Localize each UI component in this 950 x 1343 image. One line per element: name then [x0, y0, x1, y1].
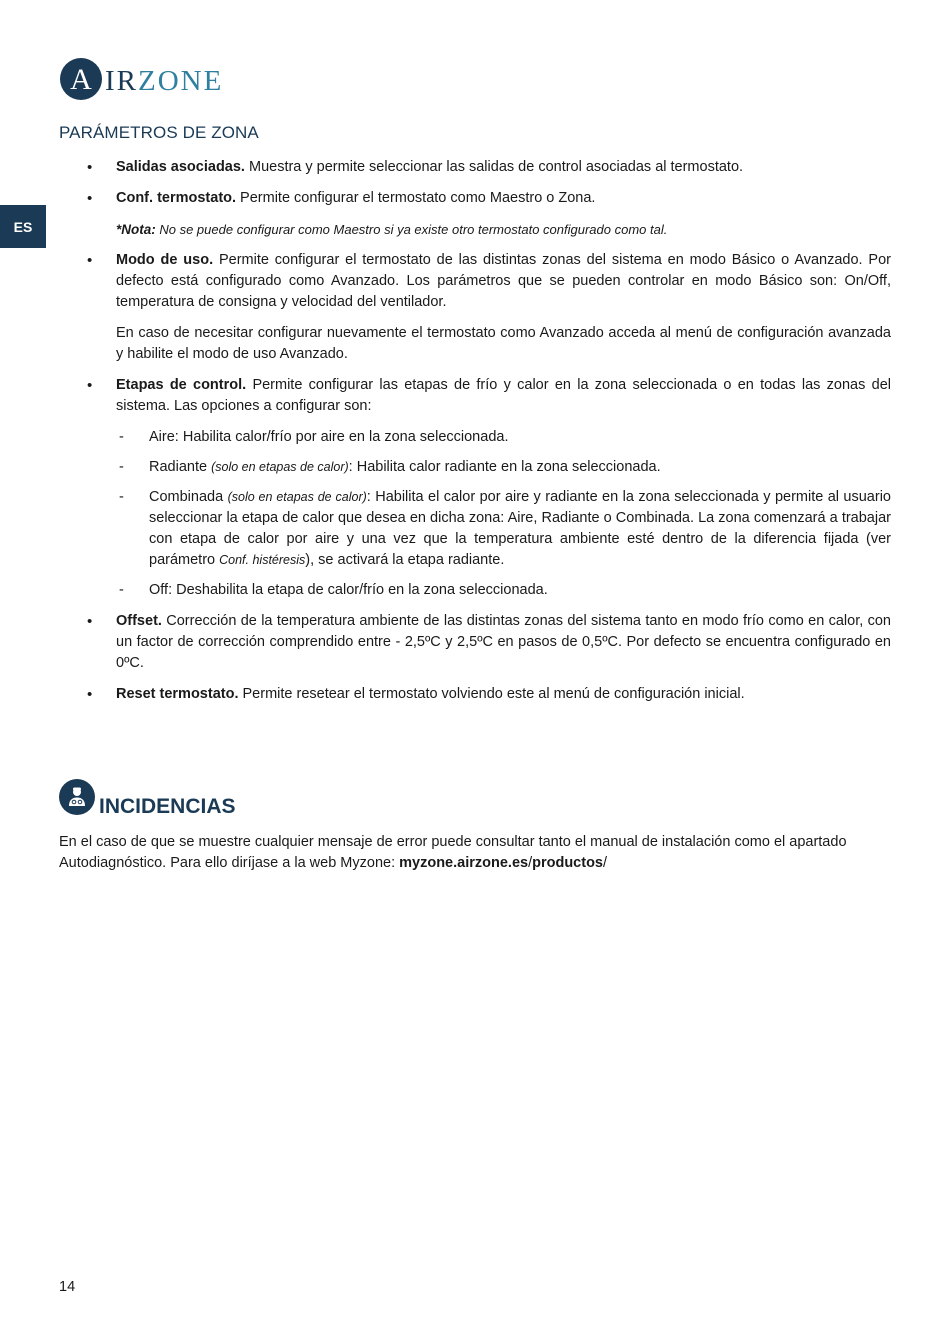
incidencias-text: [59, 832, 891, 874]
link-slash-end: /: [603, 855, 608, 871]
incidencias-header: [59, 779, 236, 818]
airzone-logo: [60, 57, 223, 101]
logo-text-light: ZONE: [138, 64, 224, 97]
list-item-reset: [59, 684, 891, 705]
option-combinada-note: (solo en etapas de calor): [227, 490, 367, 504]
option-combinada-param: Conf. histéresis: [219, 553, 306, 567]
term-etapas: Etapas de control.: [116, 377, 247, 393]
list-item-modo: [59, 250, 891, 365]
option-aire-text: Aire: Habilita calor/frío por aire en la zona seleccionada.: [149, 429, 509, 445]
desc-conf: Permite configurar el termostato como Maestro o Zona.: [236, 190, 596, 206]
dash-icon: -: [119, 459, 124, 475]
term-conf: Conf. termostato.: [116, 190, 237, 206]
option-radiante-text: : Habilita calor radiante en la zona seleccionada.: [348, 459, 661, 475]
desc-offset: Corrección de la temperatura ambiente de las distintas zonas del sistema tanto en modo frío como en calor, con un factor de corrección comprendido entre - 2,5ºC y 2,5ºC en pasos de 0,5ºC. Por defecto se encuentra configurado en 0ºC.: [116, 613, 891, 671]
term-modo: Modo de uso.: [116, 252, 214, 268]
link-domain: myzone.airzone.es: [399, 855, 529, 871]
technician-glyph: [65, 785, 89, 809]
parameters-list: [59, 157, 891, 715]
option-radiante: [116, 457, 891, 478]
bullet-icon: •: [87, 377, 93, 394]
logo-wordmark: [105, 65, 223, 98]
dash-icon: -: [119, 429, 124, 445]
section-title: PARÁMETROS DE ZONA: [59, 123, 259, 142]
bullet-icon: •: [87, 686, 93, 703]
desc-salidas: Muestra y permite seleccionar las salidas de control asociadas al termostato.: [244, 159, 744, 175]
list-item-salidas: [59, 157, 891, 178]
logo-text-dark: IR: [105, 64, 138, 97]
bullet-icon: •: [87, 190, 93, 207]
list-item-offset: [59, 611, 891, 674]
term-offset: Offset.: [116, 613, 162, 629]
option-combinada: [116, 487, 891, 571]
option-combinada-name: Combinada: [149, 489, 228, 505]
option-radiante-name: Radiante: [149, 459, 212, 475]
option-radiante-note: (solo en etapas de calor): [211, 460, 349, 474]
desc-modo: Permite configurar el termostato de las distintas zonas del sistema en modo Básico o Avanzado. Por defecto está configurado como Avanzado. Los parámetros que se pueden controlar en modo Básico son: On/Off, temperatura de consigna y velocidad del ventilador.: [116, 252, 891, 310]
technician-icon: [59, 779, 95, 815]
myzone-link[interactable]: [399, 855, 607, 871]
note-text: No se puede configurar como Maestro si ya existe otro termostato configurado como tal.: [155, 222, 668, 237]
term-reset: Reset termostato.: [116, 686, 239, 702]
desc-etapas: Permite configurar las etapas de frío y calor en la zona seleccionada o en todas las zonas del sistema. Las opciones a configurar son:: [116, 377, 891, 414]
options-list: [116, 427, 891, 601]
incidencias-title: INCIDENCIAS: [99, 795, 236, 818]
logo-initial: A: [70, 63, 92, 96]
bullet-icon: •: [87, 159, 93, 176]
bullet-icon: •: [87, 613, 93, 630]
list-item-etapas: [59, 375, 891, 601]
option-aire: [116, 427, 891, 448]
desc-reset: Permite resetear el termostato volviendo este al menú de configuración inicial.: [238, 686, 745, 702]
note-label: *Nota:: [116, 222, 156, 237]
link-path: productos: [532, 855, 603, 871]
note: [116, 219, 891, 240]
page-number: 14: [59, 1279, 76, 1295]
dash-icon: -: [119, 582, 124, 598]
bullet-icon: •: [87, 252, 93, 269]
list-item-conf: [59, 188, 891, 240]
option-combinada-tail: ), se activará la etapa radiante.: [305, 552, 505, 568]
link-slash: /: [528, 855, 533, 871]
option-combinada-text: : Habilita el calor por aire y radiante en la zona seleccionada y permite al usuario seleccionar la etapa de calor que desea en dicha zona: Aire, Radiante o Combinada. La zona comenzará a trabajar con etapa de calor por aire y una vez que la temperatura ambiente esté dentro de la diferencia fijada (ver parámetro: [149, 489, 891, 568]
language-tab: [0, 205, 46, 248]
dash-icon: -: [119, 489, 124, 505]
language-tab-label: ES: [13, 218, 33, 235]
option-off-text: Off: Deshabilita la etapa de calor/frío en la zona seleccionada.: [149, 582, 548, 598]
incidencias-body: En el caso de que se muestre cualquier mensaje de error puede consultar tanto el manual de instalación como el apartado Autodiagnóstico. Para ello diríjase a la web Myzone:: [59, 834, 847, 871]
logo-emblem: [60, 58, 102, 100]
desc-modo-extra: En caso de necesitar configurar nuevamente el termostato como Avanzado acceda al menú de configuración avanzada y habilite el modo de uso Avanzado.: [116, 325, 891, 362]
term-salidas: Salidas asociadas.: [116, 159, 245, 175]
option-off: [116, 580, 891, 601]
